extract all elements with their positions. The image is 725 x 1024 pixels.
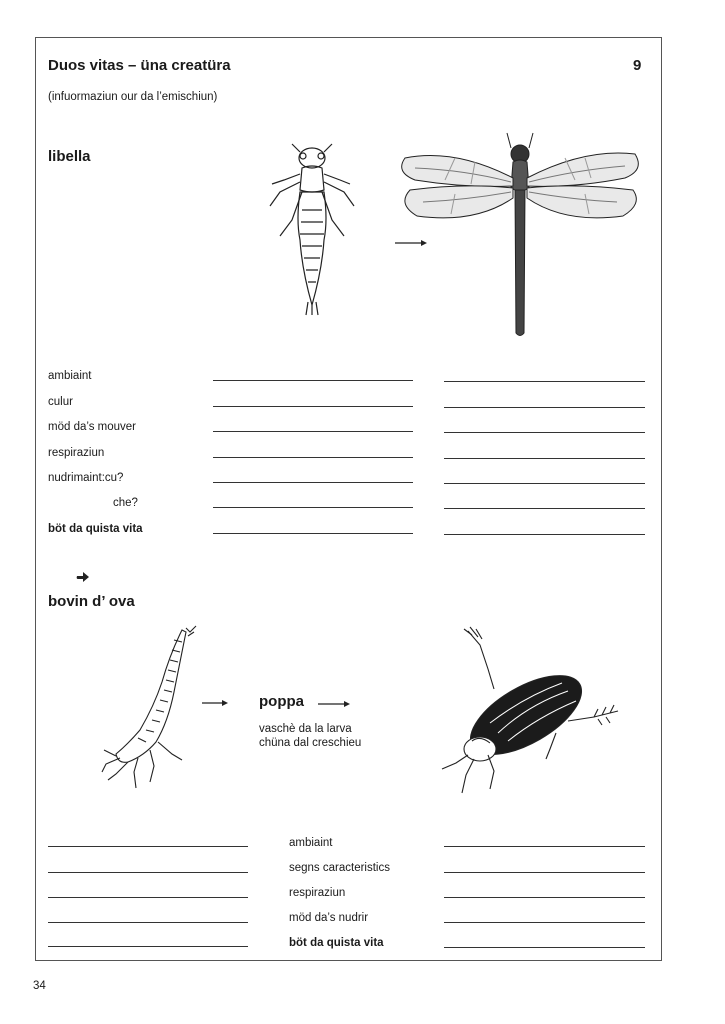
answer-line-adult-2[interactable] bbox=[444, 407, 645, 408]
answer-line-beetle-larva-5[interactable] bbox=[48, 946, 248, 947]
page-title: Duos vitas – üna creatüra bbox=[48, 57, 231, 74]
arrow-right-icon bbox=[202, 698, 228, 708]
answer-line-adult-1[interactable] bbox=[444, 381, 645, 382]
poppa-note-1: vaschè da la larva bbox=[259, 723, 352, 735]
row-label-mod-da-s-nudrir: möd da’s nudrir bbox=[289, 912, 369, 924]
dragonfly-icon bbox=[395, 128, 645, 343]
answer-line-adult-5[interactable] bbox=[444, 483, 645, 484]
water-beetle-icon bbox=[428, 625, 628, 800]
answer-line-adult-7[interactable] bbox=[444, 534, 645, 535]
row-label-bot-da-quista-vita: böt da quista vita bbox=[48, 523, 143, 535]
row-label-ambiaint: ambiaint bbox=[48, 370, 92, 382]
dragonfly-larva-icon bbox=[262, 140, 362, 320]
row-label-che: che? bbox=[113, 497, 138, 509]
pointing-hand-icon bbox=[76, 571, 90, 583]
answer-line-beetle-adult-1[interactable] bbox=[444, 846, 645, 847]
answer-line-adult-4[interactable] bbox=[444, 458, 645, 459]
section-heading-libella: libella bbox=[48, 148, 91, 165]
answer-line-adult-3[interactable] bbox=[444, 432, 645, 433]
answer-line-larva-3[interactable] bbox=[213, 431, 413, 432]
answer-line-larva-5[interactable] bbox=[213, 482, 413, 483]
answer-line-larva-1[interactable] bbox=[213, 380, 413, 381]
row-label-bot-da-quista-vita-2: böt da quista vita bbox=[289, 937, 384, 949]
answer-line-larva-7[interactable] bbox=[213, 533, 413, 534]
row-label-respiraziun-2: respiraziun bbox=[289, 887, 346, 899]
section-heading-bovin-d-ova: bovin d’ ova bbox=[48, 593, 135, 610]
arrow-right-icon bbox=[318, 699, 350, 709]
answer-line-beetle-larva-4[interactable] bbox=[48, 922, 248, 923]
answer-line-beetle-adult-3[interactable] bbox=[444, 897, 645, 898]
answer-line-beetle-adult-5[interactable] bbox=[444, 947, 645, 948]
row-label-respiraziun: respiraziun bbox=[48, 447, 105, 459]
page-subtitle: (infuormaziun our da l’emischiun) bbox=[48, 91, 218, 103]
answer-line-larva-4[interactable] bbox=[213, 457, 413, 458]
row-label-segns-caracteristics: segns caracteristics bbox=[289, 862, 390, 874]
exercise-number: 9 bbox=[633, 57, 642, 74]
row-label-ambiaint-2: ambiaint bbox=[289, 837, 333, 849]
answer-line-beetle-larva-1[interactable] bbox=[48, 846, 248, 847]
beetle-larva-icon bbox=[98, 622, 202, 794]
answer-line-beetle-larva-3[interactable] bbox=[48, 897, 248, 898]
poppa-label: poppa bbox=[259, 693, 304, 710]
poppa-note-2: chüna dal creschieu bbox=[259, 737, 362, 749]
answer-line-beetle-adult-2[interactable] bbox=[444, 872, 645, 873]
row-label-culur: culur bbox=[48, 396, 73, 408]
row-label-mod-da-s-mouver: möd da’s mouver bbox=[48, 421, 136, 433]
page-number: 34 bbox=[33, 980, 46, 992]
row-label-nudrimaint-cu: nudrimaint:cu? bbox=[48, 472, 124, 484]
answer-line-beetle-adult-4[interactable] bbox=[444, 922, 645, 923]
answer-line-larva-6[interactable] bbox=[213, 507, 413, 508]
answer-line-adult-6[interactable] bbox=[444, 508, 645, 509]
answer-line-larva-2[interactable] bbox=[213, 406, 413, 407]
answer-line-beetle-larva-2[interactable] bbox=[48, 872, 248, 873]
